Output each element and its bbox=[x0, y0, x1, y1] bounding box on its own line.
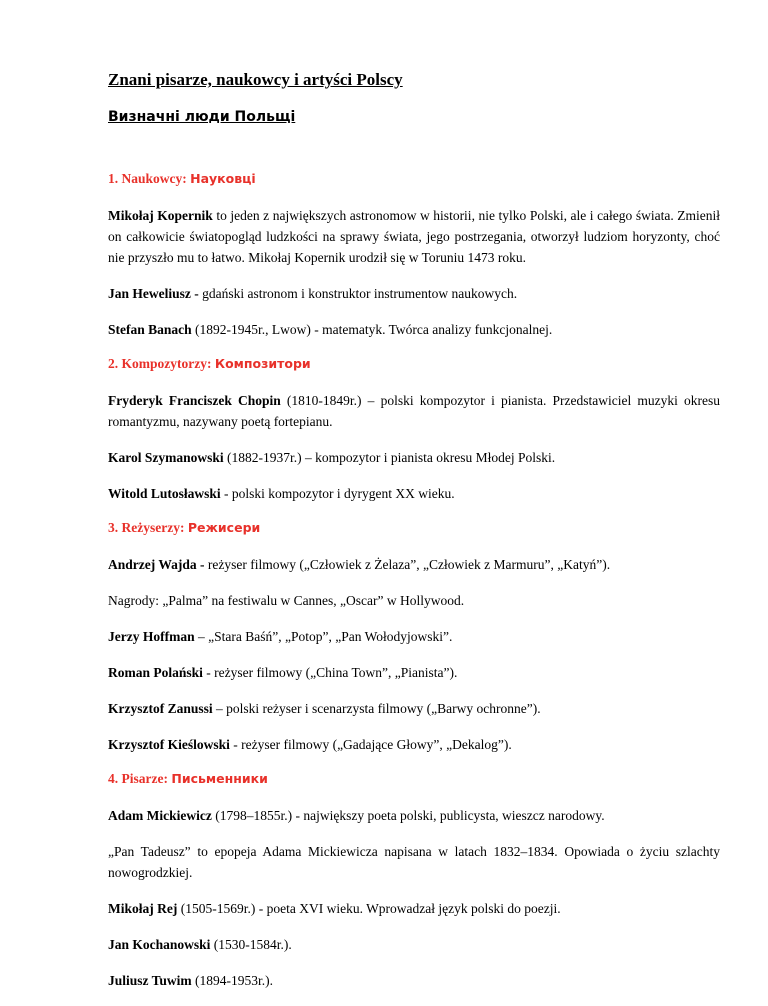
entry-rej bbox=[108, 898, 720, 919]
entry-text: (1810-1849r.) – polski kompozytor i pianista. Przedstawiciel muzyki okresu romantyzmu, nazywany poetą fortepianu. bbox=[108, 393, 720, 429]
section-heading-composers: 2. Kompozytorzy: Композитори bbox=[108, 356, 311, 371]
section-heading-directors: 3. Reżyserzy: Режисери bbox=[108, 520, 261, 535]
document-subtitle: Визначні люди Польщі bbox=[108, 109, 296, 125]
entry-tuwim bbox=[108, 970, 720, 991]
entry-polanski bbox=[108, 662, 720, 683]
entry-name: Jerzy Hoffman bbox=[108, 629, 195, 644]
entry-text: - polski kompozytor i dyrygent XX wieku. bbox=[220, 486, 455, 501]
section-heading-writers: 4. Pisarze: Письменники bbox=[108, 771, 268, 786]
entry-name: Karol Szymanowski bbox=[108, 450, 224, 465]
entry-name: Mikołaj Rej bbox=[108, 901, 178, 916]
entry-wajda-awards bbox=[108, 590, 720, 611]
entry-wajda bbox=[108, 554, 720, 575]
entry-name: Roman Polański bbox=[108, 665, 203, 680]
entry-name: Adam Mickiewicz bbox=[108, 808, 212, 823]
entry-name: Jan Kochanowski bbox=[108, 937, 211, 952]
entry-chopin bbox=[108, 390, 720, 432]
entry-name: Witold Lutosławski bbox=[108, 486, 221, 501]
entry-pan-tadeusz bbox=[108, 841, 720, 883]
entry-text: (1892-1945r., Lwow) - matematyk. Twórca analizy funkcjonalnej. bbox=[191, 322, 553, 337]
entry-text: (1894-1953r.). bbox=[191, 973, 274, 988]
entry-text: (1882-1937r.) – kompozytor i pianista okresu Młodej Polski. bbox=[223, 450, 556, 465]
entry-name: Stefan Banach bbox=[108, 322, 192, 337]
entry-name: Mikołaj Kopernik bbox=[108, 208, 213, 223]
entry-name: Jan Heweliusz - bbox=[108, 286, 199, 301]
entry-text: to jeden z największych astronomow w historii, nie tylko Polski, ale i całego świata. Zmienił on całkowicie światopogląd ludzkości na sprawy świata, jego postrzegania, otworzył ludziom horyzonty, choć nie przyszło mu to łatwo. Mikołaj Kopernik urodził się w Toruniu 1473 roku. bbox=[108, 208, 720, 265]
document-body bbox=[108, 70, 720, 1006]
entry-name: Krzysztof Zanussi bbox=[108, 701, 213, 716]
entry-lutoslawski bbox=[108, 483, 720, 504]
entry-kieslowski bbox=[108, 734, 720, 755]
entry-name: Juliusz Tuwim bbox=[108, 973, 192, 988]
entry-szymanowski bbox=[108, 447, 720, 468]
entry-heweliusz bbox=[108, 283, 720, 304]
entry-zanussi bbox=[108, 698, 720, 719]
entry-text: - reżyser filmowy („Gadające Głowy”, „Dekalog”). bbox=[229, 737, 512, 752]
entry-text: reżyser filmowy („Człowiek z Żelaza”, „Człowiek z Marmuru”, „Katyń”). bbox=[204, 557, 611, 572]
entry-name: Fryderyk Franciszek Chopin bbox=[108, 393, 281, 408]
entry-banach bbox=[108, 319, 720, 340]
entry-mickiewicz bbox=[108, 805, 720, 826]
entry-text: gdański astronom i konstruktor instrumentow naukowych. bbox=[198, 286, 518, 301]
entry-name: Krzysztof Kieślowski bbox=[108, 737, 230, 752]
document-title: Znani pisarze, naukowcy i artyści Polscy bbox=[108, 70, 403, 89]
entry-text: – polski reżyser i scenarzysta filmowy („Barwy ochronne”). bbox=[212, 701, 541, 716]
entry-kochanowski bbox=[108, 934, 720, 955]
entry-text: – „Stara Baśń”, „Potop”, „Pan Wołodyjowski”. bbox=[194, 629, 453, 644]
entry-kopernik bbox=[108, 205, 720, 268]
entry-text: „Pan Tadeusz” to epopeja Adama Mickiewicza napisana w latach 1832–1834. Opowiada o życiu szlachty nowogrodzkiej. bbox=[108, 844, 720, 880]
section-heading-scientists: 1. Naukowcy: Науковці bbox=[108, 171, 256, 186]
entry-text: (1530-1584r.). bbox=[210, 937, 292, 952]
entry-text: (1505-1569r.) - poeta XVI wieku. Wprowadzał język polski do poezji. bbox=[177, 901, 561, 916]
entry-text: (1798–1855r.) - największy poeta polski, publicysta, wieszcz narodowy. bbox=[211, 808, 605, 823]
entry-hoffman bbox=[108, 626, 720, 647]
entry-text: - reżyser filmowy („China Town”, „Pianista”). bbox=[202, 665, 458, 680]
entry-name: Andrzej Wajda - bbox=[108, 557, 205, 572]
entry-text: Nagrody: „Palma” na festiwalu w Cannes, „Oscar” w Hollywood. bbox=[108, 593, 465, 608]
